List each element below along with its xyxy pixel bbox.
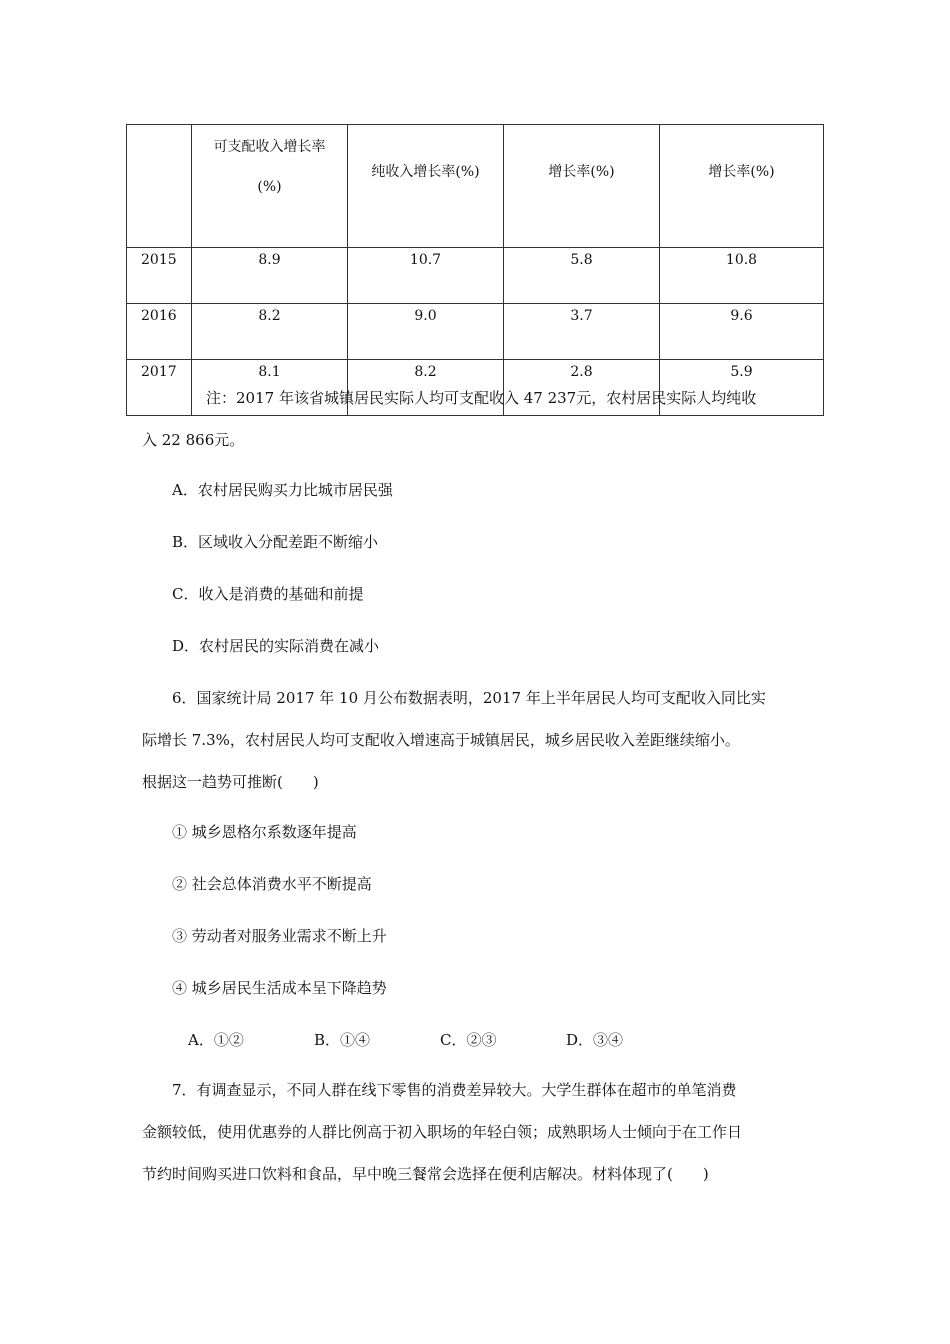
table-note-line-1: 注：2017 年该省城镇居民实际人均可支配收入 47 237元，农村居民实际人均纯收 — [206, 389, 757, 407]
table-row — [127, 248, 824, 304]
statement-4: ④ 城乡居民生活成本呈下降趋势 — [172, 979, 387, 997]
table-cell-year: 2016 — [127, 304, 192, 360]
choice-a: A．①② — [188, 1031, 244, 1049]
option-a: A．农村居民购买力比城市居民强 — [172, 481, 393, 499]
table-cell: 3.7 — [504, 304, 660, 360]
question-6-line-3: 根据这一趋势可推断( ) — [142, 773, 319, 791]
table-header-empty — [127, 125, 192, 248]
table-header-row — [127, 125, 824, 248]
table-cell-year: 2017 — [127, 360, 192, 416]
table-cell: 5.8 — [504, 248, 660, 304]
table-header-disposable-income: 可支配收入增长率(%) — [192, 125, 348, 248]
table-cell: 8.2 — [348, 360, 504, 416]
option-b: B．区域收入分配差距不断缩小 — [172, 533, 379, 551]
table-cell: 8.9 — [192, 248, 348, 304]
option-c: C．收入是消费的基础和前提 — [172, 585, 364, 603]
option-d: D．农村居民的实际消费在减小 — [172, 637, 380, 655]
statement-3: ③ 劳动者对服务业需求不断上升 — [172, 927, 387, 945]
income-growth-table — [126, 124, 824, 416]
question-7-line-1: 7．有调查显示，不同人群在线下零售的消费差异较大。大学生群体在超市的单笔消费 — [172, 1081, 737, 1099]
table-cell: 10.8 — [660, 248, 824, 304]
table-cell: 9.0 — [348, 304, 504, 360]
table-cell: 10.7 — [348, 248, 504, 304]
table-cell: 2.8 — [504, 360, 660, 416]
table-header-growth-rate-1: 增长率(%) — [504, 125, 660, 248]
question-7-line-3: 节约时间购买进口饮料和食品，早中晚三餐常会选择在便利店解决。材料体现了( ) — [142, 1165, 709, 1183]
question-6-line-1: 6．国家统计局 2017 年 10 月公布数据表明，2017 年上半年居民人均可支配收入同比实 — [172, 689, 766, 707]
table-cell: 9.6 — [660, 304, 824, 360]
statement-1: ① 城乡恩格尔系数逐年提高 — [172, 823, 357, 841]
choice-c: C．②③ — [440, 1031, 497, 1049]
question-7-line-2: 金额较低，使用优惠券的人群比例高于初入职场的年轻白领；成熟职场人士倾向于在工作日 — [142, 1123, 743, 1141]
table-header-net-income: 纯收入增长率(%) — [348, 125, 504, 248]
table-header-growth-rate-2: 增长率(%) — [660, 125, 824, 248]
question-6-line-2: 际增长 7.3%，农村居民人均可支配收入增速高于城镇居民，城乡居民收入差距继续缩小。 — [142, 731, 740, 749]
table-cell: 8.2 — [192, 304, 348, 360]
choice-b: B．①④ — [314, 1031, 371, 1049]
table-cell: 5.9 — [660, 360, 824, 416]
table-cell-year: 2015 — [127, 248, 192, 304]
question-6-choices — [188, 1030, 623, 1050]
statement-2: ② 社会总体消费水平不断提高 — [172, 875, 372, 893]
table-row — [127, 304, 824, 360]
table-cell: 8.1 — [192, 360, 348, 416]
choice-d: D．③④ — [566, 1031, 624, 1049]
table-note-line-2: 入 22 866元。 — [142, 431, 245, 449]
